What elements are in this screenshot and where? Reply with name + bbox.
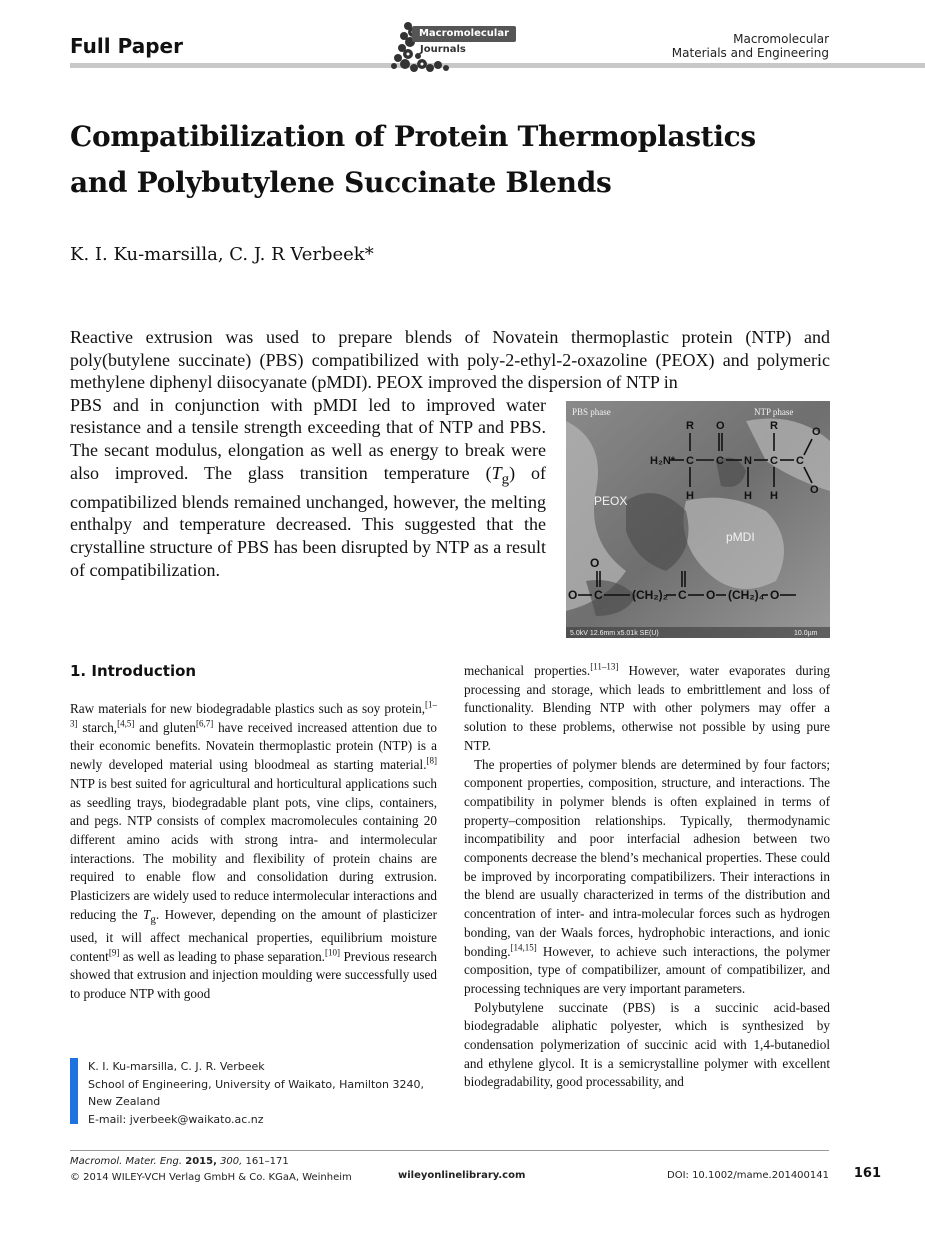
section-type-label: Full Paper — [70, 34, 183, 58]
tg-subscript-body: g — [150, 913, 156, 926]
atom-r2: R — [770, 420, 778, 432]
right-paragraph-1 — [464, 662, 830, 756]
pbs-atom-o1: O — [568, 588, 578, 602]
peox-label: PEOX — [594, 494, 628, 508]
logo-text-journals: Journals — [420, 44, 466, 55]
abstract-part2a: PBS and in conjunction with pMDI led to improved water resistance and a tensile strength exceeding that of NTP and PBS. The secant modulus, elongation as well as energy to break were also improved. The glass transition temperature ( — [70, 394, 546, 483]
tg-subscript: g — [501, 471, 510, 488]
pbs-atom-c2: C — [678, 588, 687, 602]
right-text-2a: The properties of polymer blends are determined by four factors; component properties, composition, structure, and interactions. The compatibility in polymer blends is often explained in terms of property–composition relationships. Typically, thermodynamic incompatibility and poor interfacial adhesion between two components decrease the blend’s mechanical properties. These could be improved by incorporating compatibilizers. Their interactions in the blend are usually characterized in terms of the distribution and concentration of inter- and intra-molecular forces such as hydrogen bonding, van der Waals forces, hydrophobic interactions, and ionic bonding. — [464, 756, 830, 959]
logo-text-macromolecular: Macromolecular — [412, 26, 516, 42]
intro-text-5: NTP is best suited for agricultural and horticultural applications such as seedling trays, biodegradable plant pots, vine clips, containers, and pegs. NTP consists of complex macromolecules containing 20 different amino acids with strong intra- and intermolecular interactions. The mobility and flexibility of protein chains are required to enable flow and consolidation during extrusion. Plasticizers are widely used to reduce intermolecular interactions and reducing the — [70, 775, 437, 922]
citation[interactable]: [9] — [108, 947, 120, 958]
intro-text-2: starch, — [77, 719, 118, 735]
citation[interactable]: [4,5] — [117, 718, 135, 729]
right-paragraph-2 — [464, 756, 830, 999]
affiliation-names: K. I. Ku-marsilla, C. J. R. Verbeek — [88, 1060, 265, 1073]
pbs-atom-o4: O — [590, 556, 600, 570]
journal-name — [672, 32, 829, 60]
atom-h1: H — [686, 490, 694, 502]
intro-text-1: Raw materials for new biodegradable plastics such as soy protein, — [70, 701, 425, 716]
affiliation — [88, 1058, 424, 1128]
atom-h3: H — [770, 490, 778, 502]
right-paragraph-3: Polybutylene succinate (PBS) is a succinic acid-based biodegradable aliphatic polyester, which is synthesized by condensation polymerization of succinic acid with 1,4-butanediol and ethylene glycol. It is a semicrystalline polymer with excellent biodegradability, good processability, and — [464, 999, 830, 1090]
pbs-atom-c1: C — [594, 588, 603, 602]
pbs-phase-label: PBS phase — [572, 407, 611, 417]
pmdi-label: pMDI — [726, 530, 755, 544]
right-text-1b: However, water evaporates during processing and storage, which leads to embrittlement and loss of functionality. Blending NTP with other polymers may offer a solution to these problems, otherwise not possible by using pure NTP. — [464, 663, 830, 753]
tg-symbol: T — [491, 462, 502, 483]
journal-name-line1: Macromolecular — [733, 32, 829, 46]
intro-text-4: have received increased attention due to their economic benefits. Novatein thermoplastic protein (NTP) is a newly developed material using bloodmeal as starting material. — [70, 719, 437, 773]
footer-journal: Macromol. Mater. Eng. — [70, 1156, 183, 1167]
footer-pages: 161–171 — [245, 1156, 289, 1167]
affiliation-email[interactable]: E-mail: jverbeek@waikato.ac.nz — [88, 1112, 264, 1126]
affiliation-country: New Zealand — [88, 1095, 161, 1108]
atom-o1: O — [716, 420, 725, 432]
article-title — [70, 114, 850, 206]
intro-text-3: and gluten — [134, 719, 197, 735]
footer-volume: 300, — [220, 1156, 243, 1167]
citation[interactable]: [11–13] — [590, 661, 619, 672]
footer-year: 2015, — [185, 1156, 217, 1167]
atom-o2: O — [812, 426, 821, 438]
right-text-1a: mechanical properties. — [464, 663, 591, 678]
atom-c4: C — [796, 455, 804, 467]
footer-citation — [70, 1154, 352, 1186]
pbs-atom-o2: O — [706, 588, 716, 602]
sem-scale-text: 10.0µm — [794, 630, 818, 637]
pbs-ch2-2: (CH₂)₂ — [632, 588, 668, 602]
atom-n: N — [744, 455, 752, 467]
atom-h2: H — [744, 490, 752, 502]
citation[interactable]: [6,7] — [196, 718, 214, 729]
footer-copyright: © 2014 WILEY-VCH Verlag GmbH & Co. KGaA, Weinheim — [70, 1172, 352, 1183]
atom-h2n: H₂N* — [650, 455, 676, 467]
abstract-part2b: ) of compatibilized blends remained unchanged, however, the melting enthalpy and temperature decreased. This suggested that the crystalline structure of PBS has been disrupted by NTP as a result of compatibilization. — [70, 462, 546, 580]
citation[interactable]: [14,15] — [510, 942, 537, 953]
footer-doi[interactable]: DOI: 10.1002/mame.201400141 — [667, 1170, 829, 1181]
abstract-part1: Reactive extrusion was used to prepare blends of Novatein thermoplastic protein (NTP) and poly(butylene succinate) (PBS) compatibilized with poly-2-ethyl-2-oxazoline (PEOX) and polymeric methylene diphenyl diisocyanate (pMDI). PEOX improved the dispersion of NTP in — [70, 327, 830, 393]
page-number: 161 — [853, 1166, 881, 1181]
atom-r1: R — [686, 420, 694, 432]
atom-c3: C — [770, 455, 778, 467]
intro-text-6: . However, depending on the amount of plasticizer used, it will affect mechanical properties, equilibrium moisture content — [70, 906, 438, 964]
body-column-left — [70, 700, 437, 1004]
citation[interactable]: [10] — [324, 947, 340, 958]
toc-graphic — [566, 401, 830, 638]
citation[interactable]: [1–3] — [70, 699, 437, 729]
intro-text-8: Previous research showed that extrusion and injection moulding were successfully used to produce NTP with good — [70, 948, 438, 1002]
affiliation-dept: School of Engineering, University of Waikato, Hamilton 3240, — [88, 1077, 424, 1091]
journal-name-line2: Materials and Engineering — [671, 46, 829, 60]
atom-o3: O — [810, 484, 819, 496]
section-heading-introduction: 1. Introduction — [70, 662, 197, 680]
citation[interactable]: [8] — [426, 755, 437, 766]
sem-info-text: 5.0kV 12.6mm x5.01k SE(U) — [570, 630, 659, 637]
footer-journal-ref — [70, 1154, 352, 1170]
right-text-2b: However, to achieve such interactions, the polymer composition, type of compatibilizer, amount of compatibilizer, and processing techniques are very important parameters. — [464, 943, 830, 996]
footer-url-link[interactable]: wileyonlinelibrary.com — [398, 1170, 526, 1181]
author-list: K. I. Ku-marsilla, C. J. R Verbeek* — [70, 244, 374, 265]
article-title-line1: Compatibilization of Protein Thermoplastics — [70, 120, 756, 153]
tg-symbol-body: T — [143, 906, 151, 922]
atom-c1: C — [686, 455, 694, 467]
body-column-right — [464, 662, 830, 1092]
affiliation-accent-bar — [70, 1058, 78, 1124]
atom-c2: C — [716, 455, 724, 467]
intro-paragraph-1 — [70, 700, 437, 1004]
abstract-part2 — [70, 394, 546, 581]
pbs-atom-o3: O — [770, 588, 780, 602]
pbs-ch2-4: (CH₂)₄ — [728, 588, 765, 602]
footer-rule — [70, 1150, 829, 1151]
intro-text-7: as well as leading to phase separation. — [119, 948, 325, 964]
ntp-phase-label: NTP phase — [754, 407, 794, 417]
article-title-line2: and Polybutylene Succinate Blends — [70, 166, 612, 199]
